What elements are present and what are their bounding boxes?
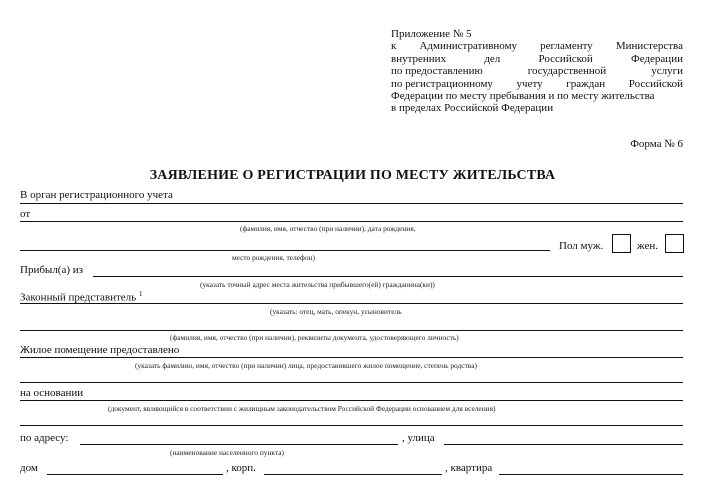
appendix-line-5 — [391, 78, 683, 90]
appendix-line-7 — [391, 102, 683, 114]
rep-label-text: Законный представитель — [20, 291, 137, 304]
rep-caption-2: (фамилия, имя, отчество (при наличии), реквизиты документа, удостоверяющего личность) — [170, 333, 459, 342]
rep-input-line-2[interactable] — [20, 330, 683, 331]
appendix-word: услуги — [651, 65, 683, 78]
rep-input-line[interactable] — [20, 303, 683, 304]
from-caption: (фамилия, имя, отчество (при наличии), дата рождения, — [240, 224, 416, 233]
basis-input-line-2[interactable] — [20, 425, 683, 426]
appendix-word: внутренних — [391, 52, 447, 65]
appendix-word: по регистрационному — [391, 77, 493, 90]
appendix-word: Приложение № 5 — [391, 28, 472, 40]
basis-input-line[interactable] — [20, 400, 683, 401]
appendix-word: по предоставлению — [391, 65, 483, 78]
locality-caption: (наименование населенного пункта) — [170, 448, 284, 457]
rep-footnote: 1 — [138, 290, 143, 298]
arrived-label: Прибыл(а) из — [20, 264, 83, 276]
appendix-word: регламенту — [540, 40, 593, 53]
housing-input-line[interactable] — [20, 357, 683, 358]
form-number: Форма № 6 — [630, 138, 683, 150]
appendix-word: Федерации по месту пребывания и по месту жительства — [391, 90, 655, 103]
sex-female-checkbox[interactable] — [665, 234, 684, 253]
appendix-word: государственной — [527, 65, 607, 78]
appendix-block — [391, 28, 683, 115]
appendix-line-6 — [391, 90, 683, 102]
arrived-input-line[interactable] — [93, 276, 683, 277]
sex-male-checkbox[interactable] — [612, 234, 631, 253]
from-input-line-2[interactable] — [20, 250, 550, 251]
appendix-word: Российской — [538, 52, 593, 65]
appendix-word: Федерации — [631, 52, 683, 65]
organ-label: В орган регистрационного учета — [20, 189, 173, 201]
rep-label — [20, 290, 142, 304]
address-label: по адресу: — [20, 432, 69, 444]
sex-female-label: жен. — [637, 240, 658, 252]
appendix-line-2 — [391, 40, 683, 52]
housing-caption: (указать фамилию, имя, отчество (при наличии) лица, предоставившего жилое помещение, степень родства) — [135, 361, 477, 370]
building-label: , корп. — [226, 462, 256, 474]
housing-label: Жилое помещение предоставлено — [20, 344, 180, 356]
appendix-word: граждан — [566, 77, 606, 90]
appendix-word: Российской — [628, 77, 683, 90]
appendix-line-4 — [391, 65, 683, 77]
basis-caption: (документ, являющийся в соответствии с жилищным законодательством Российской Федерации основанием для вселения) — [108, 404, 496, 413]
sex-male-label: Пол муж. — [559, 240, 604, 252]
house-input-line[interactable] — [47, 474, 223, 475]
rep-caption: (указать: отец, мать, опекун, усыновитель — [270, 307, 402, 316]
page-title: ЗАЯВЛЕНИЕ О РЕГИСТРАЦИИ ПО МЕСТУ ЖИТЕЛЬСТВА — [149, 168, 556, 183]
house-label: дом — [20, 462, 38, 474]
housing-input-line-2[interactable] — [20, 382, 683, 383]
basis-label: на основании — [20, 387, 84, 399]
from-caption-2: место рождения, телефон) — [232, 253, 315, 262]
appendix-word: к — [391, 40, 397, 53]
appendix-word: Министерства — [615, 40, 683, 53]
appendix-line-1 — [391, 28, 683, 40]
appendix-word: в пределах Российской Федерации — [391, 102, 554, 115]
building-input-line[interactable] — [264, 474, 442, 475]
organ-input-line[interactable] — [20, 203, 683, 204]
from-label: от — [20, 208, 31, 220]
arrived-caption: (указать точный адрес места жительства прибывшего(ей) гражданина(ки)) — [200, 280, 435, 289]
from-input-line[interactable] — [20, 221, 683, 222]
apartment-label: , квартира — [445, 462, 493, 474]
apartment-input-line[interactable] — [499, 474, 683, 475]
appendix-word: Административному — [419, 40, 518, 53]
street-input-line[interactable] — [444, 444, 683, 445]
appendix-word: дел — [484, 52, 501, 65]
locality-input-line[interactable] — [80, 444, 398, 445]
appendix-line-3 — [391, 53, 683, 65]
appendix-word: учету — [516, 77, 543, 90]
street-label: , улица — [402, 432, 435, 444]
